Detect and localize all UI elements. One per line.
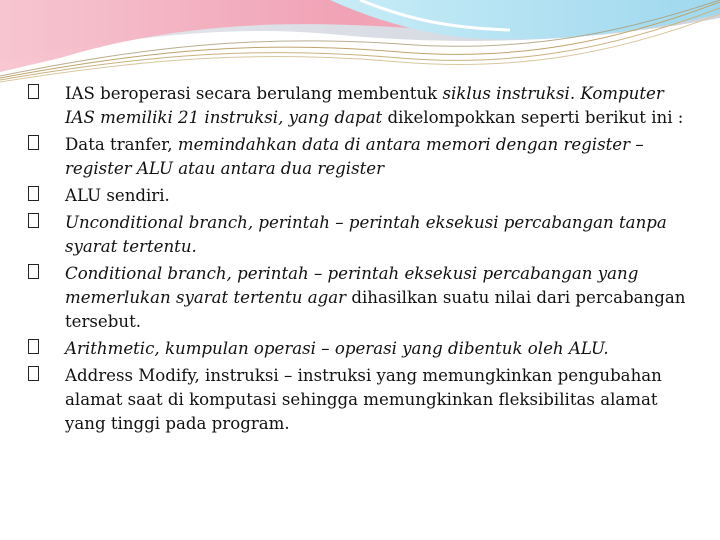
bullet-box-icon xyxy=(28,82,58,106)
bullet-box-icon xyxy=(28,211,58,235)
list-item xyxy=(28,262,688,335)
list-item xyxy=(28,133,688,181)
list-item-text: memindahkan data di antara memori dengan register – register ALU atau antara dua register xyxy=(65,135,644,179)
list-item-text: dikelompokkan seperti berikut ini : xyxy=(382,108,684,128)
list-item xyxy=(28,337,688,361)
list-item-text: IAS beroperasi secara berulang membentuk xyxy=(65,84,443,103)
bullet-box-icon xyxy=(28,262,58,286)
list-item-text: Conditional branch, perintah – perintah eksekusi percabangan yang memerlukan syarat tertentu agar xyxy=(65,263,639,307)
list-item xyxy=(28,184,688,208)
bullet-box-icon xyxy=(28,364,58,388)
list-item-text: Unconditional branch, perintah – perintah eksekusi percabangan tanpa syarat tertentu. xyxy=(65,212,667,256)
bullet-list xyxy=(28,82,688,439)
list-item xyxy=(28,211,688,259)
list-item-text: dihasilkan suatu nilai dari percabangan tersebut. xyxy=(65,288,686,332)
list-item-text: Address Modify, instruksi – instruksi yang memungkinkan pengubahan alamat saat di komputasi sehingga memungkinkan fleksibilitas alamat yang tinggi pada program. xyxy=(65,365,662,434)
list-item-text: Arithmetic, kumpulan operasi – operasi yang dibentuk oleh ALU. xyxy=(65,339,609,358)
header-decoration xyxy=(0,0,720,90)
bullet-box-icon xyxy=(28,184,58,208)
list-item xyxy=(28,82,688,130)
bullet-box-icon xyxy=(28,133,58,157)
list-item-text: siklus instruksi. Komputer IAS memiliki 21 instruksi, yang dapat xyxy=(65,84,664,128)
list-item-text: ALU sendiri. xyxy=(65,186,170,205)
bullet-box-icon xyxy=(28,337,58,361)
list-item-text: Data tranfer, xyxy=(65,135,178,154)
list-item xyxy=(28,364,688,437)
